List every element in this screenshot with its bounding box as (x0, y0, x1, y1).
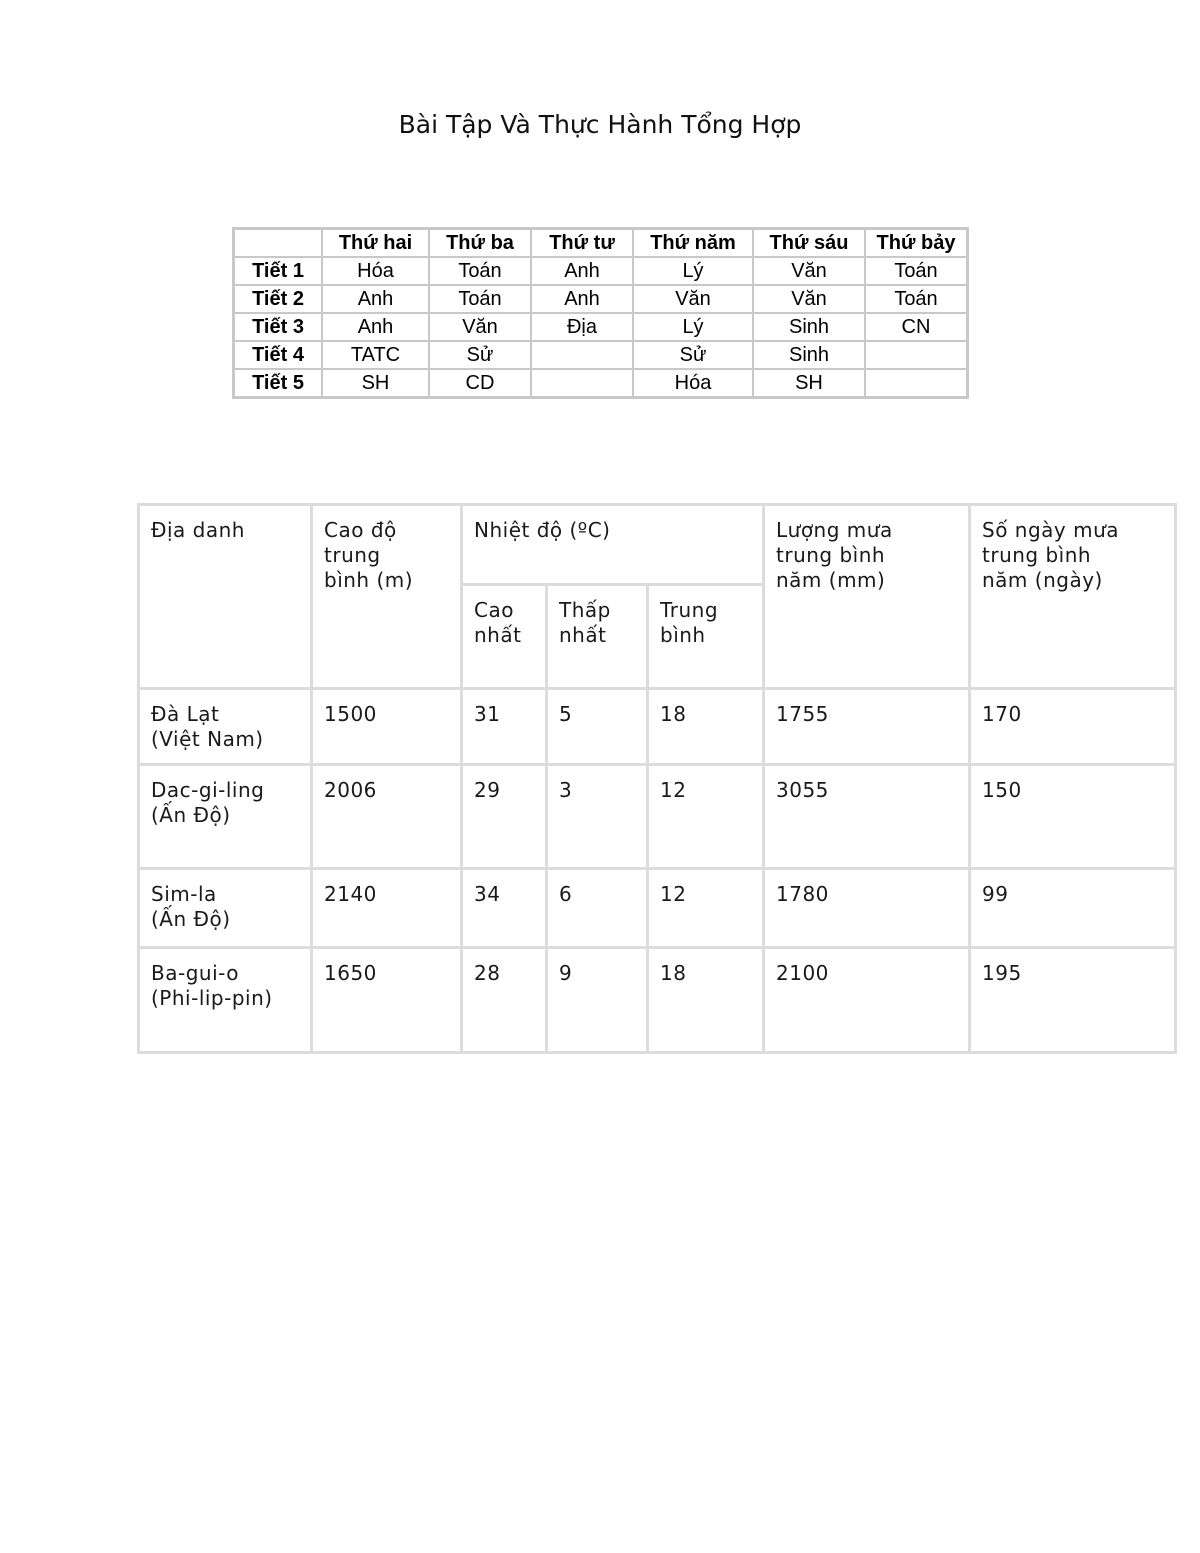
altitude-cell: 1500 (312, 689, 462, 765)
header-text-line: trung (324, 543, 381, 567)
header-temp-low (547, 585, 648, 689)
header-text-line: Lượng mưa (776, 518, 893, 542)
temp-high-cell: 34 (462, 869, 547, 948)
header-temperature (462, 505, 764, 585)
table-row (139, 869, 1176, 948)
header-text-line: nhất (474, 623, 522, 647)
subject-cell: Toán (865, 257, 968, 285)
subject-cell: Anh (531, 257, 633, 285)
rain-days-cell: 170 (970, 689, 1176, 765)
table-row (139, 689, 1176, 765)
subject-cell: Anh (531, 285, 633, 313)
temp-avg-cell: 18 (648, 689, 764, 765)
period-label: Tiết 4 (234, 341, 323, 369)
subject-cell: Văn (633, 285, 753, 313)
table-row (139, 948, 1176, 1053)
header-altitude (312, 505, 462, 689)
subject-cell: Sử (429, 341, 531, 369)
place-country: (Việt Nam) (151, 727, 264, 751)
header-text-line: Số ngày mưa (982, 518, 1120, 542)
header-text-line: trung bình (776, 543, 886, 567)
timetable-row (234, 369, 968, 398)
subject-cell: Sử (633, 341, 753, 369)
place-cell (139, 948, 312, 1053)
header-text-line: nhất (559, 623, 607, 647)
timetable-row (234, 257, 968, 285)
subject-cell: SH (753, 369, 865, 398)
timetable-header-row (234, 229, 968, 258)
period-label: Tiết 5 (234, 369, 323, 398)
rainfall-cell: 2100 (764, 948, 970, 1053)
header-temp-high (462, 585, 547, 689)
temp-low-cell: 3 (547, 765, 648, 869)
subject-cell: Anh (322, 313, 429, 341)
header-temp-avg (648, 585, 764, 689)
subject-cell (865, 341, 968, 369)
day-header: Thứ năm (633, 229, 753, 258)
place-name: Đà Lạt (151, 702, 220, 726)
header-text-line: năm (ngày) (982, 568, 1103, 592)
temp-avg-cell: 12 (648, 869, 764, 948)
header-place (139, 505, 312, 689)
subject-cell (531, 341, 633, 369)
timetable (232, 227, 969, 399)
place-name: Dac-gi-ling (151, 778, 265, 802)
place-name: Ba-gui-o (151, 961, 239, 985)
temp-avg-cell: 18 (648, 948, 764, 1053)
subject-cell: TATC (322, 341, 429, 369)
header-text-line: năm (mm) (776, 568, 886, 592)
subject-cell: Văn (753, 285, 865, 313)
period-label: Tiết 3 (234, 313, 323, 341)
timetable-corner-cell (234, 229, 323, 258)
table-row (139, 765, 1176, 869)
rainfall-cell: 1780 (764, 869, 970, 948)
header-text-line: Trung (660, 598, 719, 622)
temp-low-cell: 5 (547, 689, 648, 765)
temp-high-cell: 28 (462, 948, 547, 1053)
subject-cell: Văn (753, 257, 865, 285)
timetable-row (234, 313, 968, 341)
rain-days-cell: 99 (970, 869, 1176, 948)
subject-cell: Lý (633, 313, 753, 341)
header-text-line: Cao (474, 598, 514, 622)
subject-cell: Toán (429, 257, 531, 285)
subject-cell: Hóa (322, 257, 429, 285)
header-text-line: bình (m) (324, 568, 414, 592)
page-title: Bài Tập Và Thực Hành Tổng Hợp (398, 110, 802, 139)
subject-cell: Lý (633, 257, 753, 285)
subject-cell (531, 369, 633, 398)
header-rainfall (764, 505, 970, 689)
subject-cell: CN (865, 313, 968, 341)
place-cell (139, 869, 312, 948)
subject-cell: Sinh (753, 313, 865, 341)
temp-avg-cell: 12 (648, 765, 764, 869)
place-country: (Phi-lip-pin) (151, 986, 273, 1010)
day-header: Thứ ba (429, 229, 531, 258)
altitude-cell: 2006 (312, 765, 462, 869)
altitude-cell: 1650 (312, 948, 462, 1053)
timetable-row (234, 341, 968, 369)
subject-cell: Hóa (633, 369, 753, 398)
header-text-line: bình (660, 623, 706, 647)
header-text-line: trung bình (982, 543, 1092, 567)
timetable-row (234, 285, 968, 313)
subject-cell: SH (322, 369, 429, 398)
day-header: Thứ bảy (865, 229, 968, 258)
temp-low-cell: 6 (547, 869, 648, 948)
day-header: Thứ tư (531, 229, 633, 258)
subject-cell: Địa (531, 313, 633, 341)
rainfall-cell: 1755 (764, 689, 970, 765)
header-text-line: Cao độ (324, 518, 397, 542)
header-place-label: Địa danh (151, 518, 245, 542)
place-cell (139, 765, 312, 869)
temp-low-cell: 9 (547, 948, 648, 1053)
subject-cell (865, 369, 968, 398)
place-cell (139, 689, 312, 765)
place-name: Sim-la (151, 882, 217, 906)
subject-cell: Sinh (753, 341, 865, 369)
period-label: Tiết 2 (234, 285, 323, 313)
subject-cell: Toán (429, 285, 531, 313)
header-temperature-label: Nhiệt độ (ºC) (474, 518, 611, 542)
temp-high-cell: 31 (462, 689, 547, 765)
period-label: Tiết 1 (234, 257, 323, 285)
place-country: (Ấn Độ) (151, 907, 231, 931)
subject-cell: CD (429, 369, 531, 398)
temp-high-cell: 29 (462, 765, 547, 869)
subject-cell: Anh (322, 285, 429, 313)
subject-cell: Văn (429, 313, 531, 341)
subject-cell: Toán (865, 285, 968, 313)
header-text-line: Thấp (559, 598, 611, 622)
altitude-cell: 2140 (312, 869, 462, 948)
rain-days-cell: 195 (970, 948, 1176, 1053)
climate-table (137, 503, 1177, 1054)
day-header: Thứ sáu (753, 229, 865, 258)
rainfall-cell: 3055 (764, 765, 970, 869)
climate-header-row (139, 505, 1176, 585)
header-rain-days (970, 505, 1176, 689)
place-country: (Ấn Độ) (151, 803, 231, 827)
day-header: Thứ hai (322, 229, 429, 258)
rain-days-cell: 150 (970, 765, 1176, 869)
